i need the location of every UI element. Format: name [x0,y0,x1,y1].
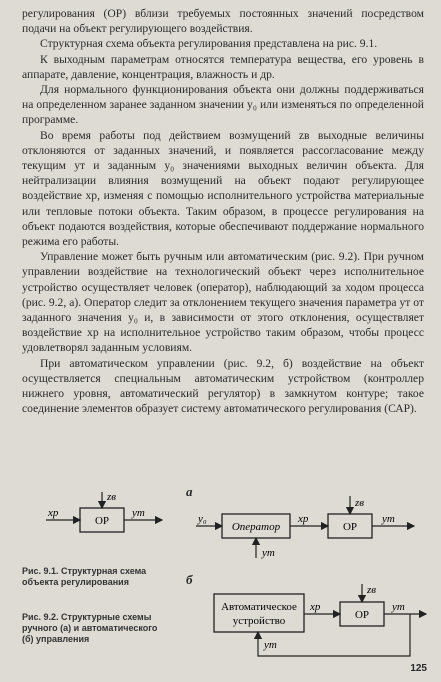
fig1-output-label: yт [132,507,145,519]
figure-9-2-caption: Рис. 9.2. Структурные схемы ручного (а) и автоматического (б) управления [22,612,158,644]
paragraph: Для нормального функционирования объекта они должны поддерживаться на определенном заранее заданном значении y₀ или изменяться по определенной программе. [22,83,424,127]
paragraph: При автоматическом управлении (рис. 9.2, б) воздействие на объект осуществляется специальным автоматическим устройством (контроллер нижнего уровня, автоматический регулятор) в замкнутом контуре; такое соединение элементов образует систему автоматического регулирования (САР). [22,356,424,416]
paragraph: Управление может быть ручным или автоматическим (рис. 9.2). При ручном управлении воздействие на технологический объект через исполнительное устройство осуществляет человек (оператор), наблюдающий за ходом процесса (рис. 9.2, а). Оператор следит за отклонением текущего значения параметра yт от заданного значения y₀ и, в зависимости от этого отклонения, осуществляет воздействие xр на исполнительное устройство таким образом, чтобы процесс удовлетворял заданным условиям. [22,250,424,355]
fig2-label-b: б [186,572,193,587]
fig2b-feedback-label: yт [264,639,277,651]
fig1-block-label: ОР [94,515,110,527]
paragraph: Структурная схема объекта регулирования представлена на рис. 9.1. [40,37,378,51]
fig2b-output-label: yт [392,601,405,613]
paragraph: регулирования (ОР) вблизи требуемых постоянных значений посредством подачи на объект регулирующего воздействия. [22,7,424,36]
figure-9-2b-diagram [192,578,432,662]
fig2b-disturbance-label: zв [367,584,377,596]
fig1-input-label: xр [48,507,59,519]
figure-9-1-caption: Рис. 9.1. Структурная схема объекта регулирования [22,566,147,587]
fig2a-feedback-label: yт [262,547,275,559]
fig2b-auto-device-label-1: Автоматическое [221,601,297,613]
fig2b-auto-device-label-2: устройство [232,615,286,627]
paragraph: Во время работы под действием возмущений zв выходные величины отклоняются от заданных значений, и появляется рассогласование между текущим yт и заданным y₀ значениями выходных величин объекта. Для нейтрализации влияния возмущений на объект подают регулирующее воздействие xр, изменяя с помощью исполнительного устройства материальные или тепловые потоки объекта. Таким образом, в процессе регулирования на объект подаются воздействия, которые обеспечивают поддержание нормального режима его работы. [22,128,424,249]
fig2-label-a: а [186,484,193,499]
fig2a-control-label: xр [298,513,309,525]
fig2a-operator-label: Оператор [231,521,281,533]
fig2a-disturbance-label: zв [355,497,365,509]
page-number: 125 [410,663,427,674]
body-text [22,6,424,416]
fig2a-setpoint-label: y₀ [198,513,207,525]
fig2a-output-label: yт [382,513,395,525]
paragraph: К выходным параметрам относятся температура вещества, его уровень в аппарате, давление, концентрация, влажность и др. [22,52,424,81]
fig1-disturbance-label: zв [107,491,117,503]
figure-9-2a-diagram [192,492,422,564]
fig2b-control-label: xр [310,601,321,613]
fig2a-object-label: ОР [342,521,358,533]
fig2b-object-label: ОР [354,609,370,621]
figure-9-1-diagram [40,488,170,548]
